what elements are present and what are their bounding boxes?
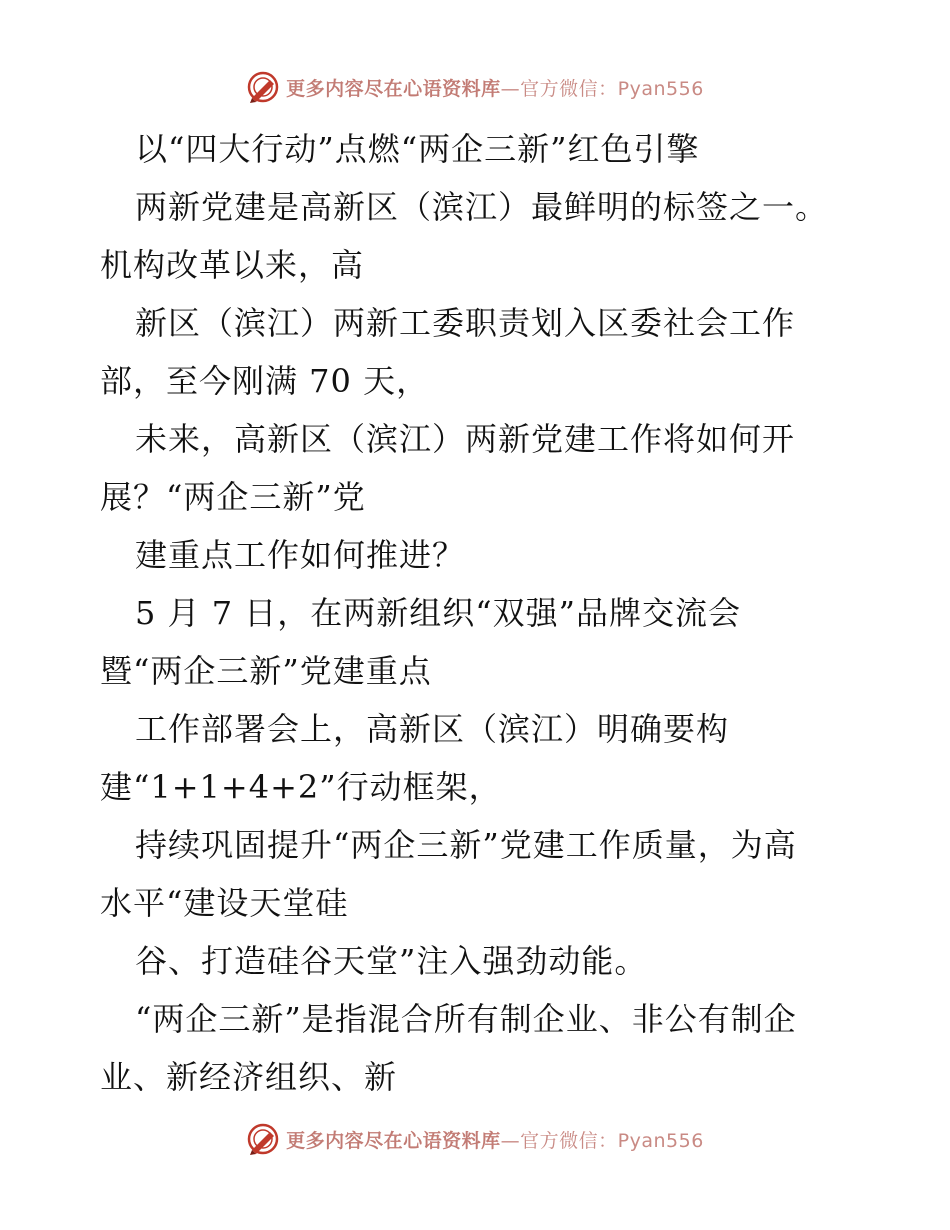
doc-line: 未来，高新区（滨江）两新党建工作将如何开 [135,420,796,458]
doc-line: “两企三新”是指混合所有制企业、非公有制企 [135,1000,797,1038]
doc-line: 5 月 7 日，在两新组织“双强”品牌交流会 [135,594,741,632]
footer-watermark [0,1122,950,1156]
footer-watermark-tail: —官方微信：Pyan556 [500,1129,704,1152]
doc-line: 工作部署会上，高新区（滨江）明确要构 [135,710,730,748]
footer-watermark-text [286,1126,704,1153]
doc-line: 持续巩固提升“两企三新”党建工作质量，为高 [135,826,797,864]
doc-line: 谷、打造硅谷天堂”注入强劲动能。 [135,942,648,980]
doc-line: 机构改革以来，高 [100,246,365,284]
footer-watermark-group [246,1122,704,1156]
footer-watermark-lead: 更多内容尽在心语资料库 [286,1129,501,1152]
doc-line: 水平“建设天堂硅 [100,884,349,922]
doc-line: 暨“两企三新”党建重点 [100,652,432,690]
doc-title-line: 以“四大行动”点燃“两企三新”红色引擎 [135,130,700,168]
header-watermark-lead: 更多内容尽在心语资料库 [286,77,501,100]
doc-line: 部，至今刚满 70 天， [100,362,430,400]
header-watermark-text [286,74,704,101]
doc-line: 展？“两企三新”党 [100,478,366,516]
header-watermark [0,70,950,104]
pen-logo-icon [246,1122,280,1156]
doc-line: 新区（滨江）两新工委职责划入区委社会工作 [135,304,796,342]
doc-line: 建“1+1+4+2”行动框架， [100,768,502,806]
doc-line: 建重点工作如何推进？ [135,536,466,574]
header-watermark-group [246,70,704,104]
doc-line: 两新党建是高新区（滨江）最鲜明的标签之一。 [135,188,829,226]
header-watermark-tail: —官方微信：Pyan556 [500,77,704,100]
doc-line: 业、新经济组织、新 [100,1058,398,1096]
pen-logo-icon [246,70,280,104]
